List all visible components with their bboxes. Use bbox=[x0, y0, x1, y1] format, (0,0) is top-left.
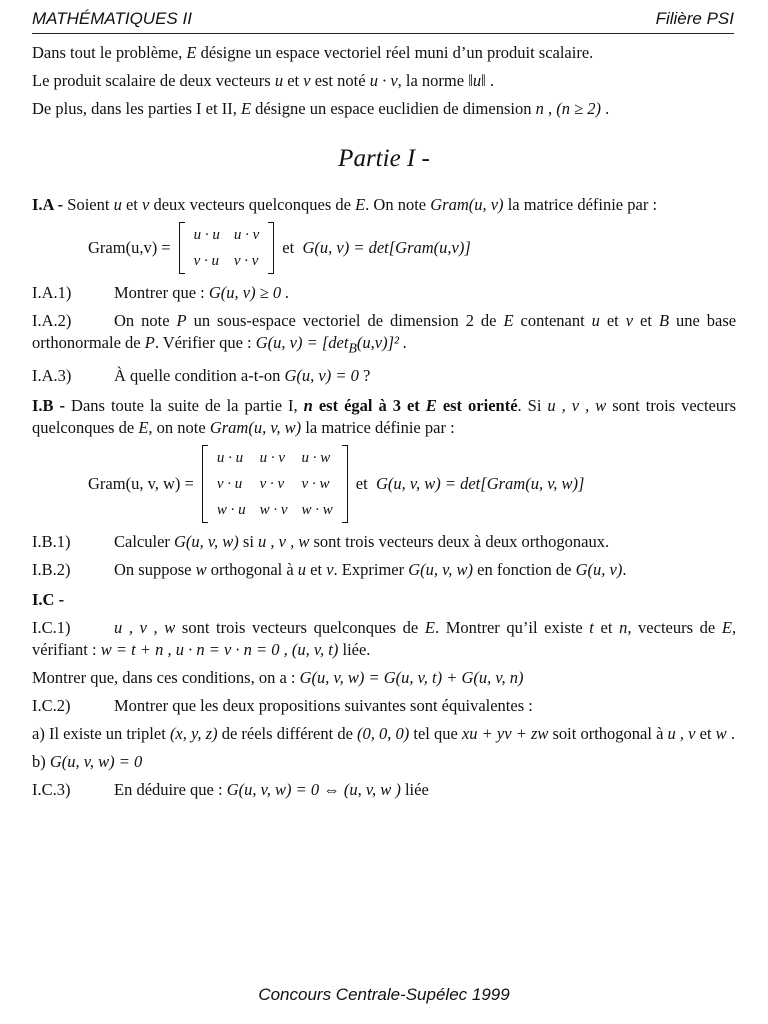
gram-3x3-matrix: u · u u · v u · w v · u v · v v · w w · u w · v w · w bbox=[202, 445, 348, 523]
question-ic3: I.C.3) En déduire que : G(u, v, w) = 0 ⇔ (u, v, w ) liée bbox=[32, 780, 429, 800]
question-ia2: I.A.2) On note P un sous-espace vectoriel de dimension 2 de E contenant u et v et B une base orthonormale de P. Vérifier que : G(u, $v) = [\det_B(u,v)]^2$ . bbox=[32, 311, 737, 356]
gram-2x2-matrix: u · u u · v v · u v · v bbox=[179, 222, 275, 274]
intro-paragraph-3: De plus, dans les parties I et II, E désigne un espace euclidien de dimension n , (n ≥ 2) . bbox=[32, 99, 610, 118]
question-ib2: I.B.2) On suppose w orthogonal à u et v. Exprimer G(u, v, w) en fonction de G(u, v). bbox=[32, 560, 627, 580]
section-ic-label: I.C - bbox=[32, 590, 65, 610]
question-ib1: I.B.1) Calculer G(u, v, w) si u , v , w sont trois vecteurs deux à deux orthogonaux. bbox=[32, 532, 610, 552]
question-ia3: I.A.3) À quelle condition a-t-on G(u, v) = 0 ? bbox=[32, 366, 371, 386]
section-ib-label: I.B - bbox=[32, 396, 66, 416]
section-ia-intro: I.A - Soient u et v deux vecteurs quelconques de E. On note Gram(u, v) la matrice définie par : bbox=[32, 195, 658, 214]
footer: Concours Centrale-Supélec 1999 bbox=[258, 985, 510, 1004]
page-content bbox=[32, 42, 736, 807]
intro-paragraph-2: Le produit scalaire de deux vecteurs u et v est noté u · v, la norme ‖u‖ . bbox=[32, 71, 494, 90]
proposition-b: b) G(u, v, w) = 0 bbox=[32, 752, 143, 772]
header-divider bbox=[32, 33, 734, 34]
proposition-a: a) Il existe un triplet (x, y, z) de réels différent de (0, 0, 0) tel que xu + yv + zw soit orthogonal à u , v et w . bbox=[32, 724, 735, 744]
question-ic1: I.C.1) u , v , w sont trois vecteurs quelconques de E. Montrer qu’il existe t et n, vecteurs de E, vérifiant : w = t + n , u · n = v · n = 0 , (u, v, t) liée. bbox=[32, 618, 737, 660]
header-right: Filière PSI bbox=[655, 9, 734, 28]
gram-2x2-display: Gram(u,v) = u · u u · v v · u v · v et G(u, v) = det[Gram(u,v)] bbox=[32, 222, 736, 274]
question-ic2: I.C.2) Montrer que les deux propositions suivantes sont équivalentes : bbox=[32, 696, 533, 716]
question-ia1: I.A.1) Montrer que : G(u, v) ≥ 0 . bbox=[32, 283, 290, 302]
section-ia-label: I.A - bbox=[32, 195, 64, 214]
header-left: MATHÉMATIQUES II bbox=[32, 9, 192, 28]
gram-3x3-display: Gram(u, v, w) = u · u u · v u · w v · u v · v v · w w · u w · v w · w et G(u, v, w) = det[Gram(u, v, w)] bbox=[32, 445, 736, 523]
part-title: Partie I - bbox=[338, 145, 430, 172]
section-ib-intro: I.B - Dans toute la suite de la partie I, n est égal à 3 et E est orienté. Si u , v , w sont trois vecteurs quelconques de E, on note Gram(u, v, w) la matrice définie par : bbox=[32, 396, 737, 438]
intro-paragraph-1: Dans tout le problème, E désigne un espace vectoriel réel muni d’un produit scalaire. bbox=[32, 43, 594, 62]
question-ic1-continued: Montrer que, dans ces conditions, on a : G(u, v, w) = G(u, v, t) + G(u, v, n) bbox=[32, 668, 524, 688]
